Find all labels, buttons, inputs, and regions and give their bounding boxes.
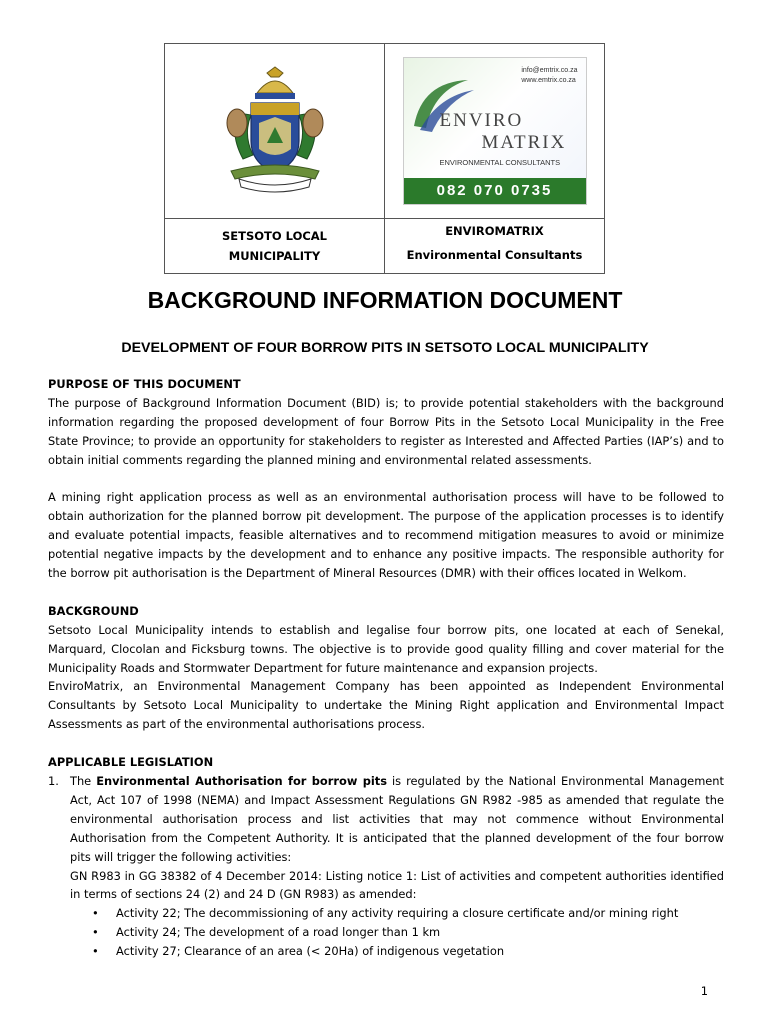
legislation-item-1-number: 1.: [48, 773, 59, 788]
left-org-name-line1: SETSOTO LOCAL: [221, 229, 328, 243]
legislation-heading: APPLICABLE LEGISLATION: [48, 755, 214, 770]
page-number: 1: [700, 984, 708, 998]
purpose-heading: PURPOSE OF THIS DOCUMENT: [48, 377, 241, 391]
enviromatrix-logo: [403, 57, 587, 205]
left-org-name: [165, 219, 385, 274]
legislation-item-1-note: GN R983 in GG 38382 of 4 December 2014: Listing notice 1: List of activities and competent authorities identified in terms of sections 24 (2) and 24 D (GN R983) as amended:: [70, 868, 724, 902]
bullet-icon: •: [92, 906, 99, 921]
right-org-name-line1: ENVIROMATRIX: [445, 224, 544, 238]
bullet-text: Activity 22; The decommissioning of any activity requiring a closure certificate and/or mining right: [116, 906, 679, 921]
background-paragraph-2: EnviroMatrix, an Environmental Management Company has been appointed as Independent Environmental Consultants by Setsoto Local Municipality to undertake the Mining Right application and Environmental Impact Assessments as part of the environmental authorisations process.: [48, 679, 724, 732]
enviromatrix-tagline: ENVIRONMENTAL CONSULTANTS: [439, 158, 561, 167]
header-table: [164, 43, 605, 274]
legislation-item-1: [48, 772, 724, 867]
purpose-paragraph-1: The purpose of Background Information Document (BID) is; to provide potential stakeholders with the background information regarding the proposed development of four Borrow Pits in the Setsoto Local Municipality in the Free State Province; to provide an opportunity for stakeholders to register as Interested and Affected Parties (IAP’s) and to obtain initial comments regarding the planned mining and environmental related assessments.: [48, 395, 724, 467]
enviromatrix-word-enviro: ENVIRO: [439, 110, 524, 131]
legislation-item-1-bold: Environmental Authorisation for borrow pits: [96, 773, 387, 788]
list-item: [48, 942, 724, 961]
enviromatrix-word-matrix: MATRIX: [481, 132, 567, 153]
enviromatrix-contact: [521, 66, 577, 86]
right-org-name: [385, 219, 605, 274]
bullet-icon: •: [92, 944, 99, 959]
bullet-icon: •: [92, 925, 99, 940]
document-subtitle: DEVELOPMENT OF FOUR BORROW PITS IN SETSOTO LOCAL MUNICIPALITY: [121, 340, 649, 356]
setsoto-coat-of-arms-icon: [209, 63, 341, 195]
enviromatrix-email: info@emtrix.co.za: [521, 67, 578, 74]
enviromatrix-logo-cell: [385, 44, 605, 219]
legislation-item-1-text: is regulated by the National Environmental Management Act, Act 107 of 1998 (NEMA) and Impact Assessment Regulations GN R982 -985 as amended that regulate the environmental authorisation process and list activities that may not commence without Environmental Authorisation from the Competent Authority. It is anticipated that the planned development of the four borrow pits will trigger the following activities:: [70, 773, 724, 864]
document-body: [48, 375, 724, 961]
enviromatrix-phone: 082 070 0735: [404, 178, 586, 204]
legislation-item-1-pre: The: [70, 773, 97, 788]
bullet-text: Activity 27; Clearance of an area (< 20Ha) of indigenous vegetation: [116, 944, 505, 959]
setsoto-logo-cell: [165, 44, 385, 219]
document-title: BACKGROUND INFORMATION DOCUMENT: [147, 287, 623, 313]
list-item: [48, 904, 724, 923]
left-org-name-line2: MUNICIPALITY: [228, 249, 321, 263]
purpose-paragraph-2: A mining right application process as well as an environmental authorisation process will have to be followed to obtain authorization for the planned borrow pit development. The purpose of the application processes is to identify and evaluate potential impacts, feasible alternatives and to recommend mitigation measures to avoid or minimize potential negative impacts by the development and to enhance any positive impacts. The responsible authority for the borrow pit authorisation is the Department of Mineral Resources (DMR) with their offices located in Welkom.: [48, 490, 724, 581]
background-heading: BACKGROUND: [48, 603, 139, 618]
enviromatrix-website: www.emtrix.co.za: [521, 77, 576, 84]
background-paragraph-1: Setsoto Local Municipality intends to establish and legalise four borrow pits, one located at each of Senekal, Marquard, Clocolan and Ficksburg towns. The objective is to provide good quality filling and cover material for the Municipality Roads and Stormwater Department for future maintenance and expansion projects.: [48, 622, 724, 675]
right-org-name-line2: Environmental Consultants: [406, 248, 583, 262]
list-item: [48, 923, 724, 942]
bullet-text: Activity 24; The development of a road longer than 1 km: [116, 925, 441, 940]
